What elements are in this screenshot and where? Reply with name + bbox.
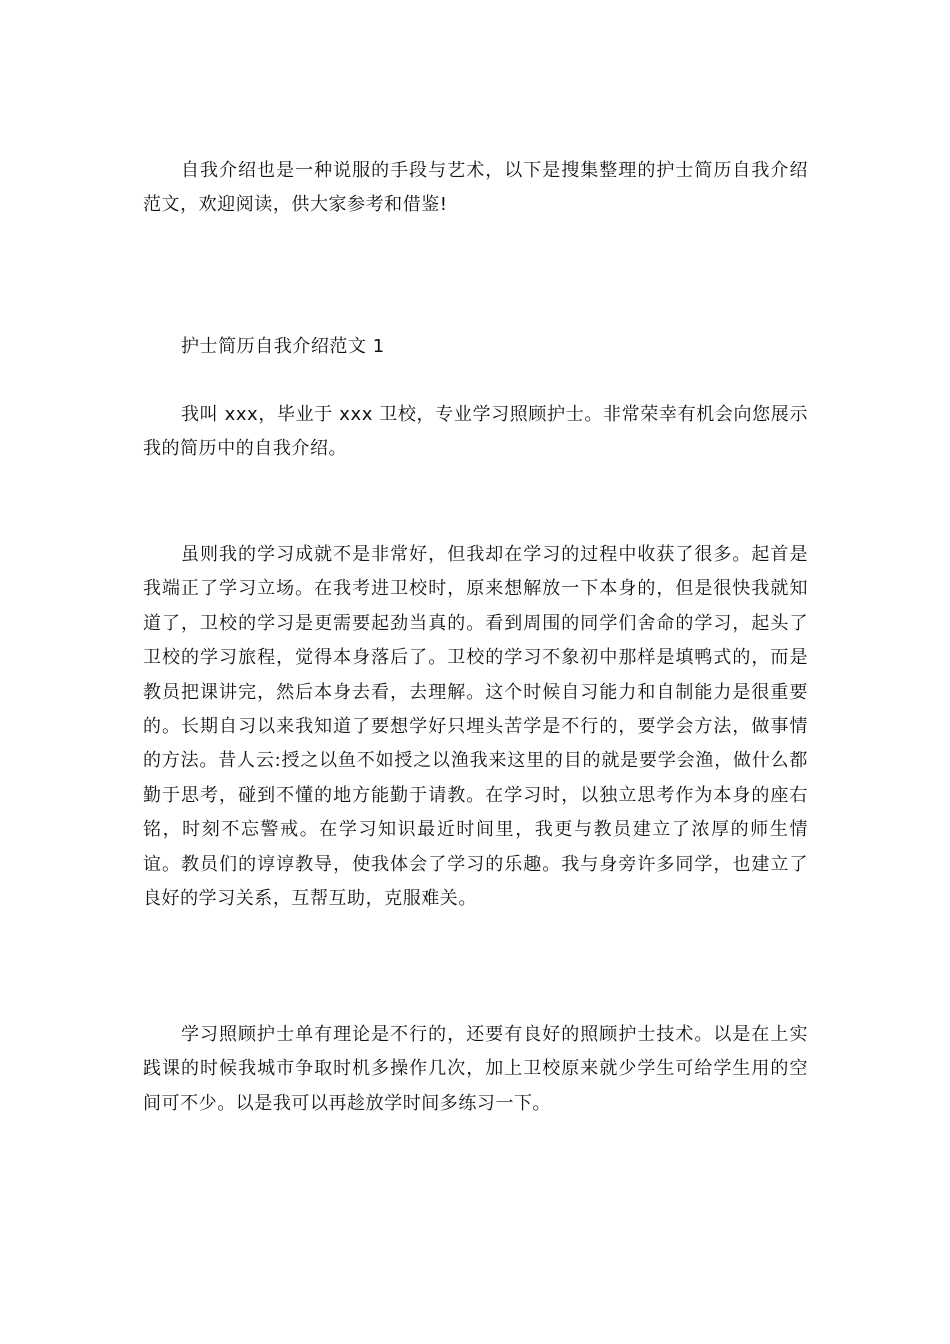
section-heading: 护士简历自我介绍范文 1 bbox=[181, 336, 385, 357]
body-paragraph-2: 虽则我的学习成就不是非常好，但我却在学习的过程中收获了很多。起首是我端正了学习立场。在我考进卫校时，原来想解放一下本身的，但是很快我就知道了，卫校的学习是更需要起劲当真的。看到周围的同学们舍命的学习，起头了卫校的学习旅程，觉得本身落后了。卫校的学习不象初中那样是填鸭式的，而是教员把课讲完，然后本身去看，去理解。这个时候自习能力和自制能力是很重要的。长期自习以来我知道了要想学好只埋头苦学是不行的，要学会方法，做事情的方法。昔人云:授之以鱼不如授之以渔我来这里的目的就是要学会渔，做什么都勤于思考，碰到不懂的地方能勤于请教。在学习时，以独立思考作为本身的座右铭，时刻不忘警戒。在学习知识最近时间里，我更与教员建立了浓厚的师生情谊。教员们的谆谆教导，使我体会了学习的乐趣。我与身旁许多同学，也建立了良好的学习关系，互帮互助，克服难关。 bbox=[143, 544, 808, 910]
body-paragraph-3: 学习照顾护士单有理论是不行的，还要有良好的照顾护士技术。以是在上实践课的时候我城市争取时机多操作几次，加上卫校原来就少学生可给学生用的空间可不少。以是我可以再趁放学时间多练习一下。 bbox=[143, 1024, 808, 1114]
intro-paragraph: 自我介绍也是一种说服的手段与艺术，以下是搜集整理的护士简历自我介绍范文，欢迎阅读，供大家参考和借鉴! bbox=[143, 160, 808, 216]
body-paragraph-1: 我叫 xxx，毕业于 xxx 卫校，专业学习照顾护士。非常荣幸有机会向您展示我的简历中的自我介绍。 bbox=[143, 404, 808, 460]
